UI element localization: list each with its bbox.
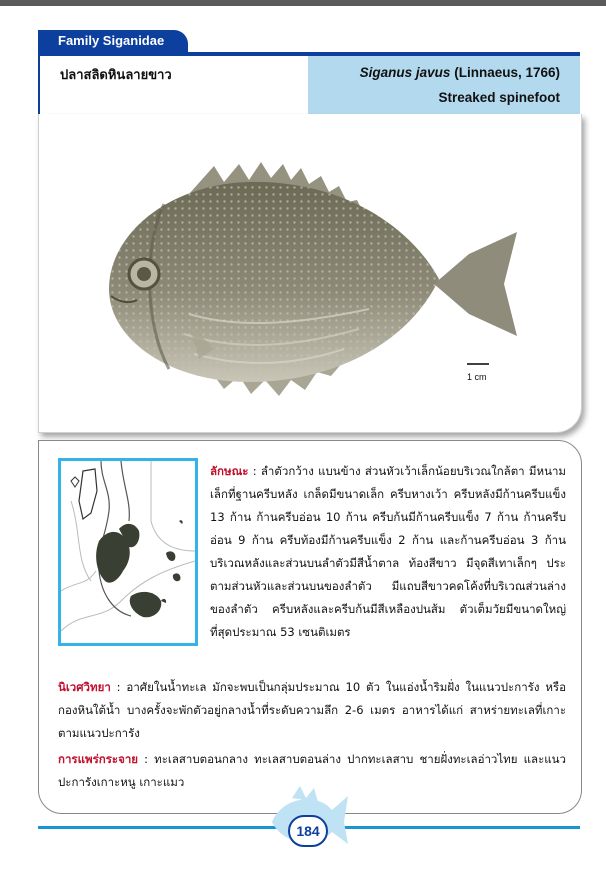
- scientific-name: [360, 65, 560, 80]
- header-scientific-panel: [308, 56, 580, 114]
- lake-map-drawing: [61, 461, 195, 643]
- ecology-paragraph: [58, 676, 566, 745]
- scientific-author: (Linnaeus, 1766): [450, 65, 560, 80]
- ecology-label: นิเวศวิทยา: [58, 680, 111, 694]
- scale-bar-label: 1 cm: [467, 372, 487, 382]
- distribution-map: [58, 458, 198, 646]
- characteristics-paragraph: [210, 460, 566, 644]
- scientific-binomial: Siganus javus: [359, 65, 451, 80]
- characteristics-label: ลักษณะ: [210, 464, 249, 478]
- distribution-text: : ทะเลสาบตอนกลาง ทะเลสาบตอนล่าง ปากทะเลสาบ ชายฝั่งทะเลอ่าวไทย และแนวปะการังเกาะหนู เกาะแมว: [58, 752, 566, 789]
- header-thai-panel: [38, 56, 310, 114]
- family-tab: [38, 30, 188, 52]
- family-tab-label: Family Siganidae: [58, 33, 165, 48]
- common-name: Streaked spinefoot: [438, 90, 560, 105]
- photo-panel: [38, 114, 582, 433]
- top-bar: [0, 0, 606, 6]
- distribution-label: การแพร่กระจาย: [58, 752, 139, 766]
- characteristics-text: : ลำตัวกว้าง แบนข้าง ส่วนหัวเว้าเล็กน้อยบริเวณใกล้ตา มีหนามเล็กที่ฐานครีบหลัง เกล็ดมีขนาดเล็ก ครีบหางเว้า ครีบหลังมีก้านครีบแข็ง 13 ก้าน ก้านครีบอ่อน 10 ก้าน ครีบก้นมีก้านครีบแข็ง 7 ก้าน ก้านครีบอ่อน 9 ก้าน ครีบท้องมีก้านครีบแข็ง 2 ก้าน และก้านครีบอ่อน 3 ก้าน บริเวณหลังและส่วนบนลำตัวมีสีน้ำตาล ท้องสีขาว มีจุดสีเทาเล็กๆ ประตามส่วนหัวและส่วนบนของลำตัว มีแถบสีขาวคดโค้งที่บริเวณส่วนล่างของลำตัว ครีบหลังและครีบก้นมีสีเหลืองปนส้ม ตัวเต็มวัยมีขนาดใหญ่ที่สุดประมาณ 53 เซนติเมตร: [210, 464, 566, 639]
- ecology-text: : อาศัยในน้ำทะเล มักจะพบเป็นกลุ่มประมาณ 10 ตัว ในแอ่งน้ำริมฝั่ง ในแนวปะการัง หรือกองหินใต้น้ำ บางครั้งจะพักตัวอยู่กลางน้ำที่ระดับความลึก 2-6 เมตร อาหารได้แก่ สาหร่ายทะเลที่เกาะตามแนวปะการัง: [58, 680, 566, 740]
- thai-name: ปลาสลิดหินลายขาว: [60, 68, 172, 83]
- page-number: 184: [288, 815, 328, 847]
- fish-photo: [39, 114, 581, 432]
